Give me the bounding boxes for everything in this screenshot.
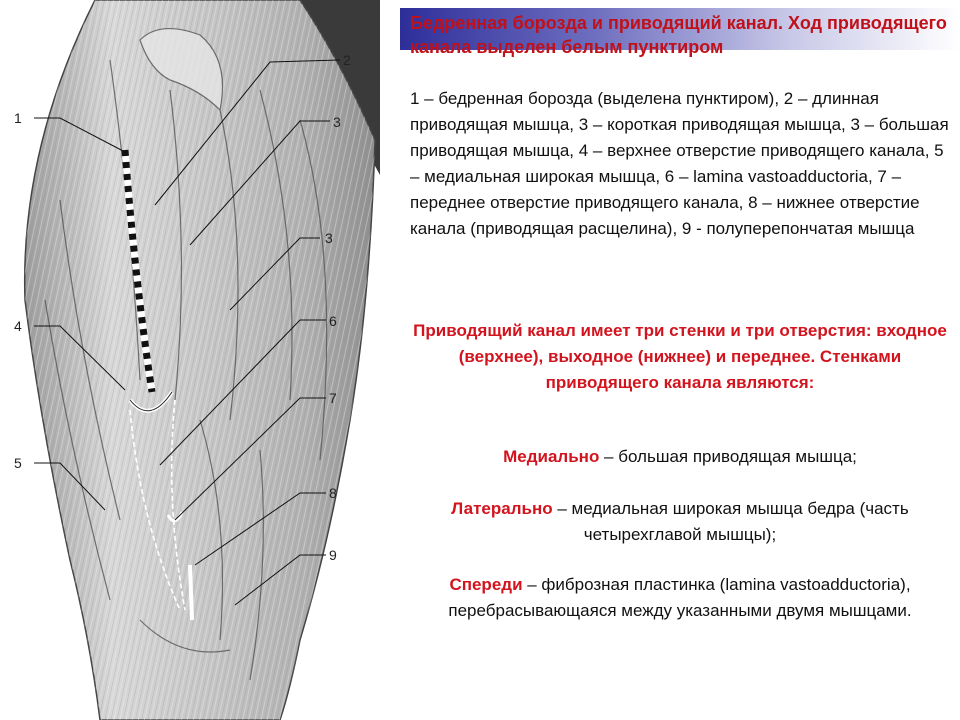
figure-label-7: 7 <box>329 390 337 406</box>
figure-label-1: 1 <box>14 110 22 126</box>
figure-label-8: 8 <box>329 485 337 501</box>
figure-label-9: 9 <box>329 547 337 563</box>
figure-legend: 1 – бедренная борозда (выделена пунктиром), 2 – длинная приводящая мышца, 3 – короткая приводящая мышца, 3 – большая приводящая мышца, 4 – верхнее отверстие приводящего канала, 5 – медиальная широкая мышца, 6 – lamina vastoadductoria, 7 – переднее отверстие приводящего канала, 8 – нижнее отверстие канала (приводящая расщелина), 9 - полуперепончатая мышца <box>410 89 949 238</box>
wall-front <box>410 572 950 624</box>
figure-label-2: 2 <box>343 52 351 68</box>
wall-lateral-term: Латерально <box>451 499 553 518</box>
figure-label-6: 6 <box>329 313 337 329</box>
figure-label-3-upper: 3 <box>333 114 341 130</box>
wall-lateral <box>410 496 950 548</box>
canal-description: Приводящий канал имеет три стенки и три отверстия: входное (верхнее), выходное (нижнее) и переднее. Стенками приводящего канала являются: <box>413 321 947 392</box>
figure-label-5: 5 <box>14 455 22 471</box>
wall-medial <box>410 444 950 470</box>
figure-label-4: 4 <box>14 318 22 334</box>
wall-front-text: – фиброзная пластинка (lamina vastoadductoria), перебрасывающаяся между указанными двумя мышцами. <box>448 575 912 620</box>
wall-medial-text: – большая приводящая мышца; <box>599 447 857 466</box>
thigh-anatomy-illustration <box>0 0 400 720</box>
wall-front-term: Спереди <box>449 575 523 594</box>
slide-title: Бедренная борозда и приводящий канал. Ход приводящего канала выделен белым пунктиром <box>410 13 947 57</box>
figure-label-3-lower: 3 <box>325 230 333 246</box>
wall-lateral-text: – медиальная широкая мышца бедра (часть четырехглавой мышцы); <box>552 499 909 544</box>
wall-medial-term: Медиально <box>503 447 600 466</box>
